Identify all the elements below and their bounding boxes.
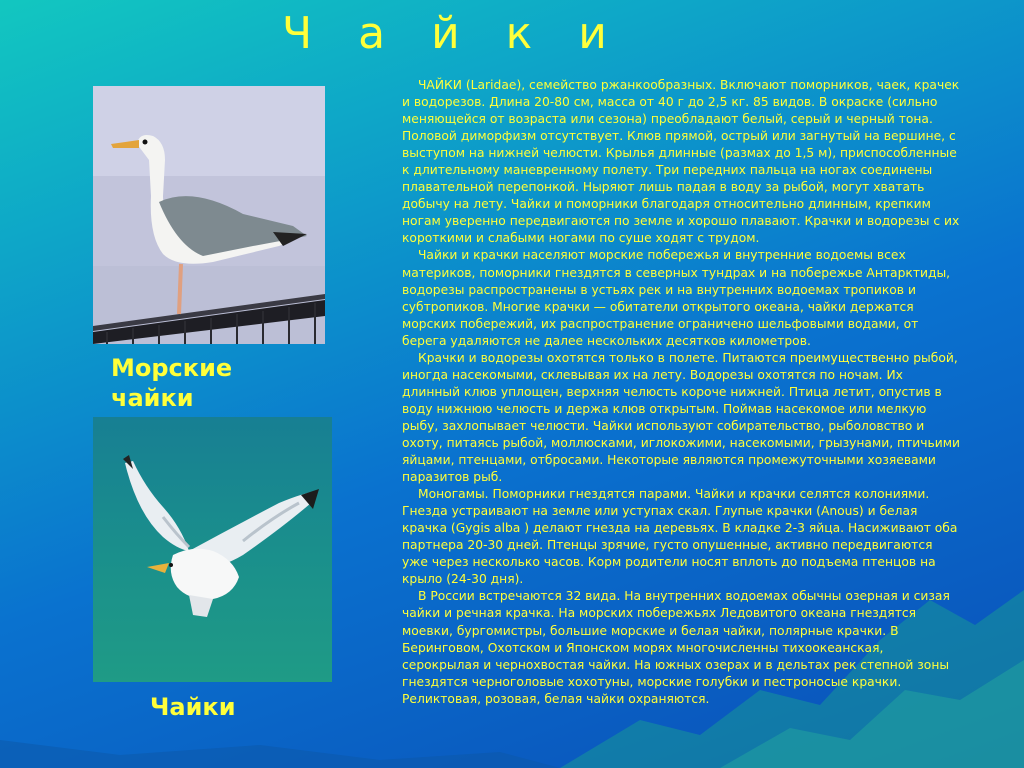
flying-gull-photo	[93, 417, 332, 682]
article-text	[402, 77, 962, 708]
paragraph-description: ЧАЙКИ (Laridae), семейство ржанкообразных. Включают поморников, чаек, крачек и водорезов. Длина 20-80 см, масса от 40 г до 2,5 кг. 85 видов. В окраске (сильно меняющейся от возраста или сезона) преобладают белый, серый и черный тона. Половой диморфизм отсутствует. Клюв прямой, острый или загнутый на вершине, с выступом на нижней челюсти. Крылья длинные (размах до 1,5 м), приспособленные к длительному маневренному полету. Три передних пальца на ногах соединены плавательной перепонкой. Ныряют лишь падая в воду за рыбой, могут хватать добычу на лету. Чайки и поморники благодаря относительно длинным, крепким ногам уверенно передвигаются по земле и хорошо плавают. Крачки и водорезы с их короткими и слабыми ногами по суше ходят с трудом.	[402, 78, 960, 246]
paragraph-distribution: Чайки и крачки населяют морские побережья и внутренние водоемы всех материков, поморники гнездятся в северных тундрах и на побережье Антарктиды, водорезы распространены в устьях рек и на внутренних водоемах тропиков и субтропиков. Многие крачки — обитатели открытого океана, чайки держатся морских побережий, их распространение ограничено шельфовыми водами, от берега удаляются не далее нескольких десятков километров.	[402, 248, 951, 348]
caption-gulls: Чайки	[150, 693, 236, 721]
paragraph-breeding: Моногамы. Поморники гнездятся парами. Чайки и крачки селятся колониями. Гнезда устраивают на земле или уступах скал. Глупые крачки (Anous) и белая крачка (Gygis alba ) делают гнезда на деревьях. В кладке 2-3 яйца. Насиживают оба партнера 20-30 дней. Птенцы зрячие, густо опушенные, активно передвигаются уже через несколько часов. Корм родители носят вплоть до подъема птенцов на крыло (24-30 дня).	[402, 487, 958, 587]
paragraph-russia: В России встречаются 32 вида. На внутренних водоемах обычны озерная и сизая чайки и речная крачка. На морских побережьях Ледовитого океана гнездятся моевки, бургомистры, большие морские и белая чайки, полярные крачки. В Беринговом, Охотском и Японском морях многочисленны тихоокеанская, серокрылая и чернохвостая чайки. На южных озерах и в дельтах рек степной зоны гнездятся черноголовые хохотуны, морские голубки и пестроносые крачки. Реликтовая, розовая, белая чайки охраняются.	[402, 589, 950, 706]
page-title: Ч а й к и	[282, 8, 623, 59]
standing-gull-photo	[93, 86, 325, 344]
caption-sea-gulls: Морские чайки	[111, 354, 233, 412]
paragraph-feeding: Крачки и водорезы охотятся только в полете. Питаются преимущественно рыбой, иногда насекомыми, склевывая их на лету. Водорезы охотятся по ночам. Их длинный клюв уплощен, верхняя челюсть короче нижней. Птица летит, опустив в воду нижнюю челюсть и держа клюв открытым. Поймав насекомое или мелкую рыбу, захлопывает челюсти. Чайки используют собирательство, рыболовство и охоту, питаясь рыбой, моллюсками, иглокожими, насекомыми, грызунами, птичьими яйцами, птенцами, отбросами. Некоторые являются промежуточными хозяевами паразитов рыб.	[402, 350, 961, 485]
